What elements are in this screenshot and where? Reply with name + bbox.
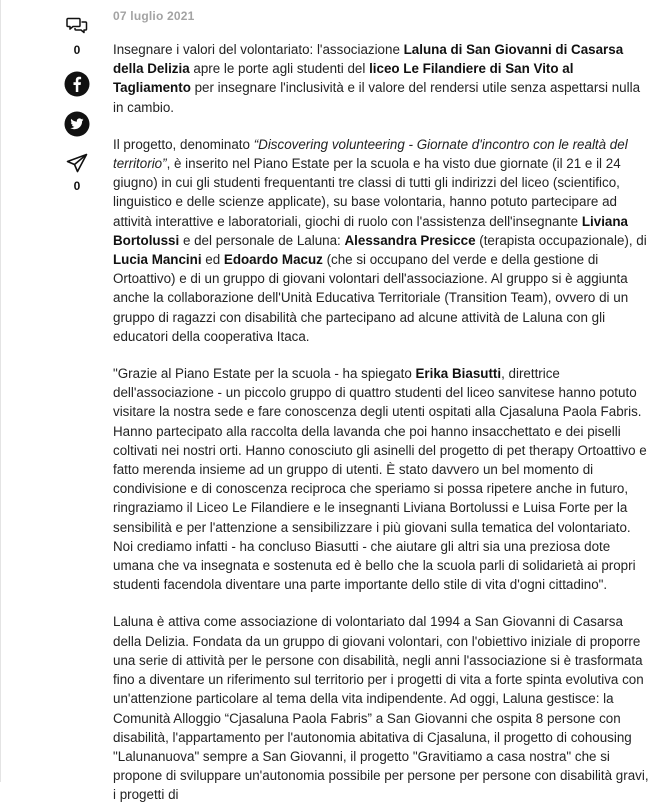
article	[113, 8, 653, 805]
text: , è inserito nel Piano Estate per la scuola e ha visto due giornate (il 21 e il 24 giugno) in cui gli studenti frequentanti tre classi di tutti gli indirizzi del liceo (scientifico, linguistico e delle scienze applicate), su base volontaria, hanno potuto partecipare ad attività interattive e laboratoriali, giochi di ruolo con l'assistenza dell'insegnante	[113, 156, 621, 229]
text: (terapista occupazionale), di	[475, 232, 647, 248]
paragraph-quote	[113, 364, 653, 594]
bold-text: Alessandra Presicce	[344, 232, 476, 248]
text: e del personale de Laluna:	[179, 232, 345, 248]
facebook-icon[interactable]	[64, 71, 90, 97]
text: apre le porte agli studenti del	[189, 61, 370, 77]
text: Laluna è attiva come associazione di volontariato dal 1994 a San Giovanni di Casarsa della Delizia. Fondata da un gruppo di giovani volontari, con l'obiettivo iniziale di proporre una serie di attività per le persone con disabilità, negli anni l'associazione si è trasformata fino a diventare un riferimento sul territorio per i progetti di vita a forte spinta evolutiva con un'attenzione particolare al tema della vita indipendente. Ad oggi, Laluna gestisce: la Comunità Alloggio “Cjasaluna Paola Fabris” a San Giovanni che ospita 8 persone con disabilità, l'appartamento per l'autonomia abitativa di Cjasaluna, il progetto di cohousing "Lalunanuova" sempre a San Giovanni, il progetto "Gravitiamo a casa nostra" che si propone di sviluppare un'autonomia possibile per persone per persone con disabilità gravi, i progetti di	[113, 614, 649, 803]
comments-icon[interactable]	[66, 16, 88, 34]
bold-text: liceo Le Filandiere di San Vito al Tagliamento	[113, 61, 574, 96]
text: (che si occupano del verde e della gestione di Ortoattivo) e di un gruppo di giovani volontari dell'associazione. Al gruppo si è aggiunta anche la collaborazione dell'Unità Educativa Territoriale (Transition Team), ovvero di un gruppo di ragazzi con disabilità che partecipano ad alcune attività de Laluna con gli educatori della cooperativa Itaca.	[113, 252, 629, 344]
bold-text: Lucia Mancini	[113, 252, 202, 268]
text: "Grazie al Piano Estate per la scuola - ha spiegato	[113, 366, 416, 382]
page-left-border	[0, 0, 1, 782]
italic-text: “Discovering volunteering - Giornate d'incontro con le realtà del territorio”	[113, 136, 628, 172]
twitter-icon[interactable]	[64, 111, 90, 137]
article-date: 07 luglio 2021	[113, 9, 195, 23]
bold-text: Edoardo Macuz	[223, 252, 323, 268]
comments-count: 0	[73, 43, 81, 57]
paragraph-about	[113, 612, 653, 804]
share-rail	[52, 8, 102, 193]
text: ed	[201, 252, 224, 268]
send-icon[interactable]	[66, 153, 88, 173]
send-count: 0	[73, 179, 81, 193]
paragraph-project	[113, 135, 653, 346]
bold-text: Erika Biasutti	[415, 366, 502, 382]
text: per insegnare l'inclusività e il valore del rendersi utile senza aspettarsi nulla in cambio.	[113, 80, 641, 115]
text: , direttrice dell'associazione - un piccolo gruppo di quattro studenti del liceo sanvitese hanno potuto visitare la nostra sede e fare conoscenza degli utenti ospitati alla Cjasaluna Paola Fabris. Hanno partecipato alla raccolta della lavanda che poi hanno insacchettato e dei piselli coltivati nei nostri orti. Hanno conosciuto gli asinelli del progetto di pet therapy Ortoattivo e fatto merenda insieme ad un gruppo di utenti. È stato davvero un bel momento di condivisione e di conoscenza reciproca che speriamo si possa ripetere anche in futuro, ringraziamo il Liceo Le Filandiere e le insegnanti Liviana Bortolussi e Luisa Forte per la sensibilità e per l'attenzione a sensibilizzare i più giovani sulla tematica del volontariato. Noi crediamo infatti - ha concluso Biasutti - che aiutare gli altri sia una preziosa dote umana che va insegnata e sostenuta ed è bello che la scuola parli di solidarietà ai propri studenti facendola diventare una parte importante dello stile di vita d'ogni cittadino".	[113, 366, 647, 593]
text: Il progetto, denominato	[113, 136, 254, 152]
paragraph-intro	[113, 40, 653, 117]
bold-text: Liviana Bortolussi	[113, 213, 628, 248]
bold-text: Laluna di San Giovanni di Casarsa della Delizia	[113, 42, 624, 77]
text: Insegnare i valori del volontariato: l'associazione	[113, 42, 404, 57]
